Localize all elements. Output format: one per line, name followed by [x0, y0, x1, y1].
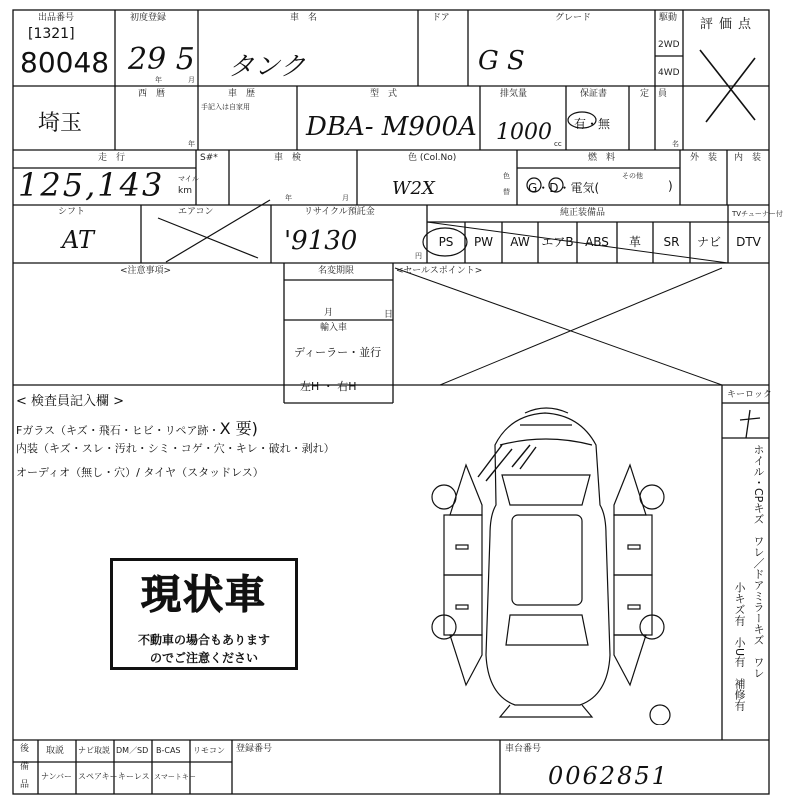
car-name-value: タンク	[228, 52, 306, 82]
drive-label: 駆動	[659, 13, 678, 23]
import-value: ディーラー・並行	[294, 346, 382, 359]
lot-bracket: [1321]	[28, 26, 75, 42]
equip-sr: SR	[663, 235, 680, 249]
lot-number: 80048	[20, 46, 110, 79]
color-value: W2X	[392, 178, 435, 199]
footer-dm-sd: DM／SD	[116, 746, 149, 755]
color-side-1: 色	[503, 172, 510, 180]
legend-column-2: 小キズ有 小U有 補修有	[733, 582, 746, 712]
mileage-value: 125,143	[18, 166, 165, 204]
capacity-unit: 名	[672, 140, 679, 148]
region-value: 埼玉	[38, 111, 83, 136]
ac-label: エアコン	[178, 207, 214, 217]
warranty-label: 保証書	[580, 89, 608, 99]
drive-2wd: 2WD	[658, 40, 680, 50]
shift-label: シフト	[58, 207, 86, 217]
footer-left-1: 後	[20, 744, 30, 754]
shaken-month-unit: 月	[342, 194, 349, 202]
footer-navi-manual: ナビ取説	[78, 746, 110, 755]
footer-manual: 取説	[46, 746, 65, 756]
door-label: ドア	[432, 13, 450, 23]
first-reg-value: 29 5	[128, 42, 195, 77]
first-reg-month-unit: 月	[188, 76, 195, 84]
equip-aw: AW	[510, 235, 530, 249]
recycle-unit: 円	[415, 252, 422, 260]
stamp-line-2: のでご注意ください	[149, 651, 258, 665]
inspection-glass-line	[16, 416, 258, 439]
fuel-label: 燃 料	[588, 153, 616, 163]
mileage-label: 走 行	[98, 153, 126, 163]
tuner-label: TVチューナー付	[732, 210, 783, 218]
fuel-other-label: その他	[622, 172, 643, 180]
interior-label: 内 装	[734, 153, 762, 163]
inspection-glass-text: Fガラス（キズ・飛石・ヒビ・リペア跡・	[16, 424, 220, 437]
chassis-value: 0062851	[548, 762, 669, 790]
footer-keyless: キーレス	[118, 772, 150, 781]
score-label: 評価点	[700, 17, 758, 32]
mileage-km-unit: km	[178, 186, 192, 196]
registration-label: 登録番号	[236, 744, 273, 754]
footer-plate: ナンバー	[41, 772, 73, 781]
notes-label: <注意事項>	[120, 266, 172, 276]
color-label: 色 (Col.No)	[408, 153, 457, 163]
model-value: DBA- M900A	[306, 112, 477, 142]
inspection-title: < 検査員記入欄 >	[16, 394, 125, 409]
equip-abs: ABS	[585, 235, 609, 249]
shaken-label: 車 検	[274, 153, 302, 163]
equip-navi: ナビ	[696, 235, 721, 249]
keylock-label: キーロック	[727, 390, 772, 400]
equip-pw: PW	[473, 235, 494, 249]
import-label: 輸入車	[320, 323, 348, 333]
mileage-mile-unit: マイル	[178, 175, 199, 183]
displacement-value: 1000	[496, 120, 552, 145]
color-side-2: 替	[503, 188, 510, 196]
western-year-label: 西 暦	[138, 89, 166, 99]
capacity-label: 定 員	[640, 89, 668, 99]
recycle-label: リサイクル預託金	[304, 207, 375, 217]
as-is-stamp	[110, 558, 298, 670]
equip-leather: 革	[628, 235, 641, 249]
car-name-label: 車 名	[290, 13, 318, 23]
equip-ps: PS	[438, 235, 454, 249]
history-label: 車 歴	[228, 89, 256, 99]
footer-spare-key: スペアキー	[78, 772, 118, 781]
footer-smart-key: スマートキー	[154, 773, 196, 781]
car-diagram	[420, 405, 680, 725]
first-reg-label: 初度登録	[130, 13, 167, 23]
shaken-mark: S#*	[200, 153, 218, 163]
fuel-close: )	[668, 179, 673, 193]
inspection-glass-mark: X 要)	[219, 419, 258, 438]
grade-value: G S	[478, 46, 525, 76]
inspection-interior-line: 内装（キズ・スレ・汚れ・シミ・コゲ・穴・キレ・破れ・剥れ）	[16, 442, 335, 455]
steering-value: 左H ・ 右H	[300, 380, 357, 393]
fuel-value: G・D・電気(	[528, 181, 600, 195]
history-note: 手記入は自家用	[201, 103, 250, 111]
equip-airbag: エアB	[541, 235, 574, 249]
grade-label: グレード	[555, 13, 592, 23]
stamp-title: 現状車	[141, 572, 267, 618]
meigi-day: 日	[384, 310, 394, 320]
footer-bcas: B-CAS	[156, 746, 181, 755]
shift-value: AT	[62, 226, 95, 254]
drive-4wd: 4WD	[658, 68, 680, 78]
footer-left-2: 備	[20, 762, 30, 772]
inspection-audio-line: オーディオ（無し・穴）/ タイヤ（スタッドレス）	[16, 466, 264, 479]
footer-remote: リモコン	[193, 746, 225, 755]
meigi-month: 月	[324, 308, 334, 318]
lot-label: 出品番号	[38, 13, 75, 23]
footer-left-3: 品	[20, 780, 30, 790]
meigi-label: 名変期限	[318, 266, 355, 276]
warranty-value: 有・無	[574, 117, 611, 131]
equipment-label: 純正装備品	[560, 208, 606, 218]
displacement-label: 排気量	[500, 89, 528, 99]
stamp-line-1: 不動車の場合もあります	[137, 633, 270, 647]
equip-dtv: DTV	[736, 235, 761, 249]
chassis-label: 車台番号	[505, 744, 542, 754]
western-year-unit: 年	[188, 140, 195, 148]
displacement-unit: cc	[554, 140, 562, 148]
sales-point-label: <セールスポイント>	[396, 266, 483, 276]
exterior-label: 外 装	[690, 153, 718, 163]
model-label: 型 式	[370, 89, 398, 99]
legend-column-1: ホイル・CPキズ ワレ／ドアミラーキズ ワレ	[752, 444, 765, 679]
first-reg-year-unit: 年	[155, 76, 162, 84]
shaken-year-unit: 年	[285, 194, 292, 202]
recycle-value: '9130	[284, 226, 358, 256]
